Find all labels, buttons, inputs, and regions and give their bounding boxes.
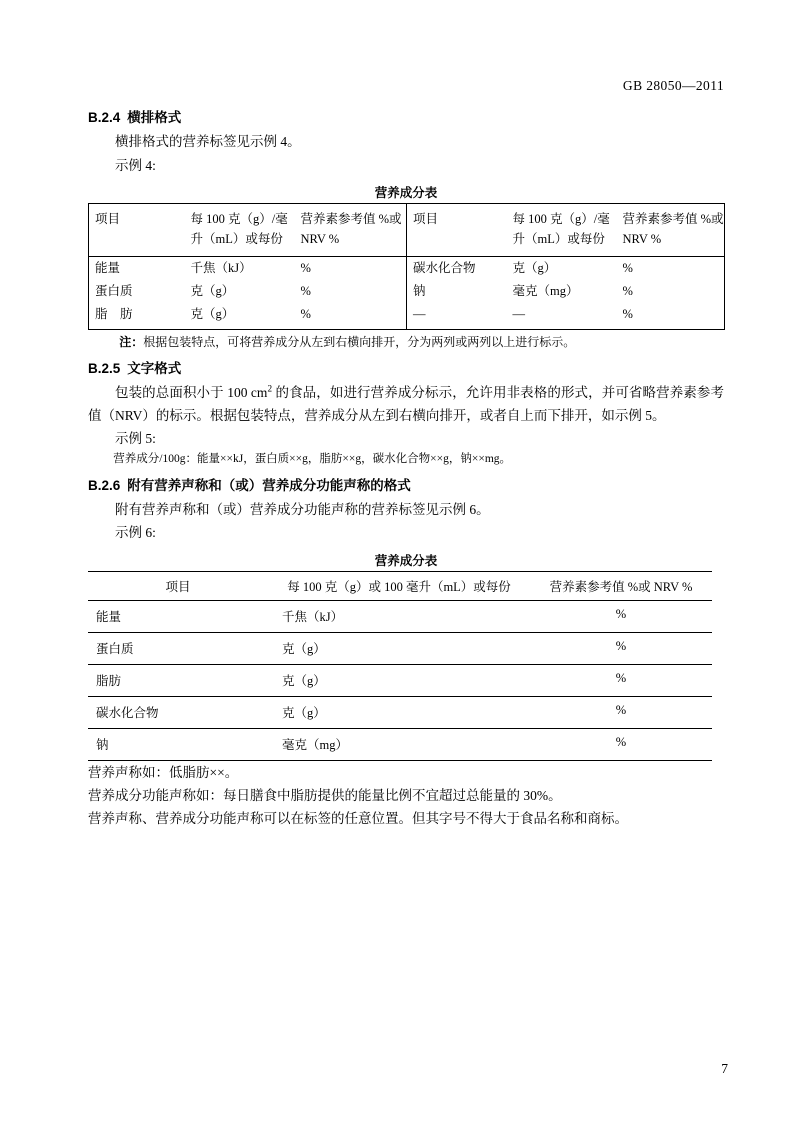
- cell-amount: 毫克（mg）: [512, 284, 579, 299]
- table-row: [88, 632, 712, 664]
- cell-item: —: [407, 303, 507, 330]
- note-text: 根据包装特点，可将营养成分从左到右横向排开，分为两列或两列以上进行标示。: [143, 335, 576, 350]
- cell-item: 钠: [407, 280, 507, 303]
- cell-nrv: %: [300, 284, 311, 299]
- cell-item: 蛋白质: [88, 632, 268, 664]
- cell-amount: 克（g）: [512, 261, 557, 276]
- b25-paragraph: [88, 381, 724, 427]
- closing-line-3: 营养声称、营养成分功能声称可以在标签的任意位置。但其字号不得大于食品名称和商标。: [88, 811, 628, 827]
- header-cell-amount-right: 每 100 克（g）/毫升（mL）或每份: [512, 211, 610, 247]
- nutrition-table-horizontal: [88, 203, 725, 331]
- clause-title-b26: 附有营养声称和（或）营养成分功能声称的格式: [127, 478, 411, 494]
- header-cell-amount-left: 每 100 克（g）/毫升（mL）或每份: [190, 211, 288, 247]
- superscript-square: 2: [267, 383, 273, 394]
- column-header-item: 项目: [88, 571, 268, 600]
- cell-nrv: %: [530, 632, 712, 664]
- cell-nrv: %: [615, 607, 627, 622]
- cell-amount: 克（g）: [268, 664, 530, 696]
- cell-item: 脂 肪: [95, 307, 133, 322]
- b26-example-label: 示例 6:: [115, 525, 156, 541]
- cell-nrv: %: [530, 728, 712, 760]
- closing-line-1: 营养声称如：低脂肪××。: [88, 764, 239, 780]
- b25-text-part2: 的食品，如进行营养成分标示，允许用非表格的形式，并可省略营养素参考值（NRV）的标示。根据包装特点，营养成分从左到右横向排开，或者自上而下排开，如示例 5。: [88, 384, 724, 424]
- cell-item: 钠: [88, 728, 268, 760]
- cell-item: 蛋白质: [95, 284, 133, 299]
- cell-nrv: %: [300, 307, 311, 322]
- cell-nrv: %: [530, 664, 712, 696]
- table-row: [88, 696, 712, 728]
- column-header-nrv: 营养素参考值 %或 NRV %: [530, 571, 712, 600]
- closing-statements: [88, 761, 724, 831]
- clause-heading-b24: [88, 108, 724, 128]
- cell-amount: 千焦（kJ）: [190, 261, 252, 276]
- clause-number-b24: B.2.4: [88, 110, 121, 126]
- table-row: [89, 303, 725, 330]
- b24-example-label: 示例 4:: [115, 157, 156, 173]
- b25-text-part1: 包装的总面积小于 100 cm: [115, 384, 268, 400]
- closing-line-2: 营养成分功能声称如：每日膳食中脂肪提供的能量比例不宜超过总能量的 30%。: [88, 787, 562, 803]
- clause-title-b24: 横排格式: [127, 110, 182, 126]
- nutrition-table-claim: [88, 571, 712, 761]
- header-cell-nrv-right: 营养素参考值 %或 NRV %: [622, 211, 724, 247]
- cell-nrv: %: [530, 696, 712, 728]
- table-row: [89, 257, 725, 281]
- cell-amount: 克（g）: [268, 696, 530, 728]
- header-cell-nrv-left: 营养素参考值 %或 NRV %: [300, 211, 402, 247]
- cell-item: 能量: [96, 610, 122, 625]
- cell-item: 脂肪: [88, 664, 268, 696]
- b25-example-label: 示例 5:: [115, 431, 156, 447]
- cell-item: 碳水化合物: [407, 257, 507, 281]
- clause-number-b26: B.2.6: [88, 478, 121, 494]
- cell-item: 碳水化合物: [88, 696, 268, 728]
- note-label: 注：: [119, 335, 144, 350]
- cell-amount: 克（g）: [190, 307, 235, 322]
- cell-nrv: %: [622, 307, 633, 322]
- table-horizontal-note: [88, 333, 724, 352]
- table-horizontal-header-row: [89, 203, 725, 257]
- clause-heading-b25: [88, 359, 724, 379]
- table-row: [88, 664, 712, 696]
- b26-intro-paragraph: 附有营养声称和（或）营养成分功能声称的营养标签见示例 6。: [115, 502, 490, 518]
- header-cell-item-left: 项目: [95, 211, 121, 226]
- page-number: 7: [721, 1060, 728, 1076]
- cell-nrv: %: [622, 261, 633, 276]
- clause-title-b25: 文字格式: [127, 360, 182, 376]
- b24-intro-paragraph: 横排格式的营养标签见示例 4。: [115, 134, 301, 150]
- cell-amount: 克（g）: [268, 632, 530, 664]
- table-row: [89, 280, 725, 303]
- table-horizontal-caption: 营养成分表: [374, 185, 438, 200]
- cell-amount: 毫克（mg）: [268, 728, 530, 760]
- cell-item: 能量: [95, 261, 121, 276]
- cell-amount: 千焦（kJ）: [282, 610, 344, 625]
- page-content: [88, 78, 724, 830]
- column-header-amount: 每 100 克（g）或 100 毫升（mL）或每份: [268, 571, 530, 600]
- table-claim-caption: 营养成分表: [374, 553, 438, 568]
- b25-example-text: 营养成分/100g：能量××kJ，蛋白质××g，脂肪××g，碳水化合物××g，钠××mg。: [113, 453, 512, 466]
- table-row: [88, 600, 712, 632]
- cell-amount: 克（g）: [190, 284, 235, 299]
- cell-nrv: %: [622, 284, 633, 299]
- clause-heading-b26: [88, 476, 724, 496]
- table-row: [88, 728, 712, 760]
- cell-amount: —: [512, 307, 525, 322]
- cell-nrv: %: [300, 261, 311, 276]
- table-claim-header-row: [88, 571, 712, 600]
- standard-header: GB 28050—2011: [622, 78, 724, 93]
- header-cell-item-right: 项目: [407, 203, 507, 257]
- clause-number-b25: B.2.5: [88, 360, 121, 376]
